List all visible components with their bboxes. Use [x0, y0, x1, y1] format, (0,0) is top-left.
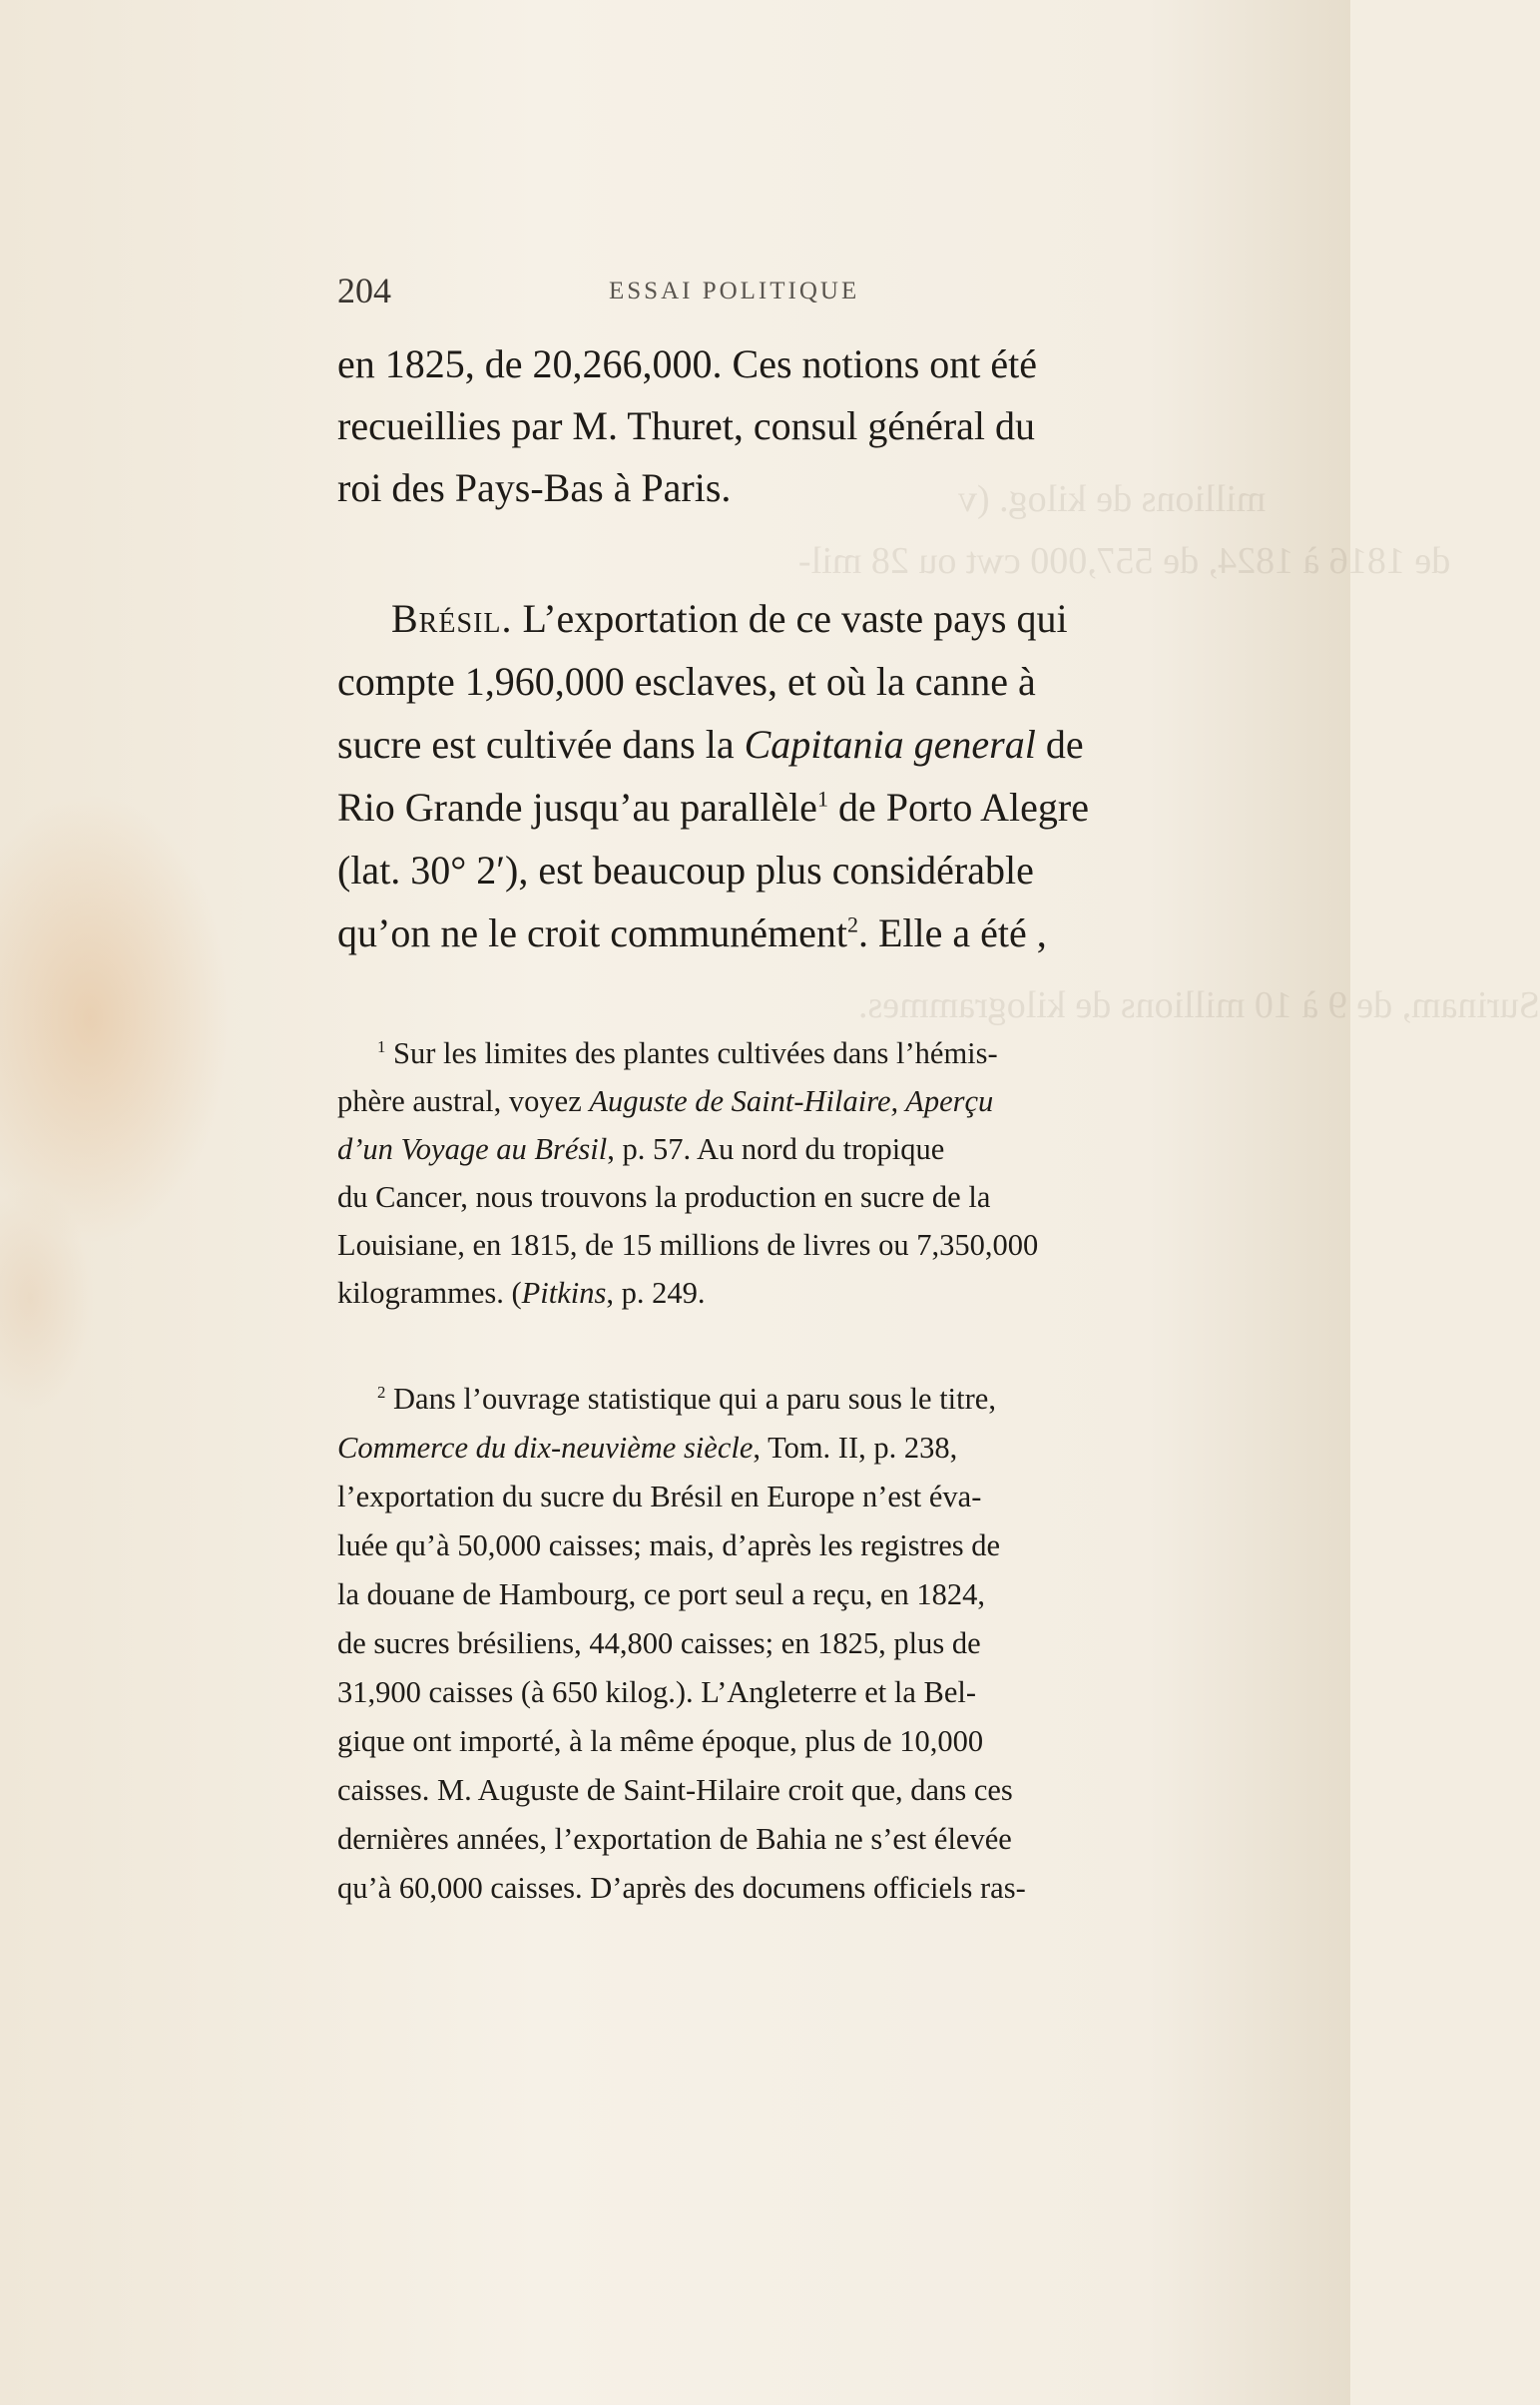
text-line: Commerce du dix-neuvième siècle, Tom. II, p. 238, [337, 1431, 958, 1465]
section-lead-word: Brésil. [391, 596, 513, 641]
text-line: dernières années, l’exportation de Bahia ne s’est élevée [337, 1822, 1012, 1856]
bleed-through-text: Surinam, de 9 à 10 millions de kilogrammes. [858, 984, 1540, 1026]
text-line: qu’à 60,000 caisses. D’après des documens officiels ras- [337, 1871, 1026, 1905]
text-line: Brésil. L’exportation de ce vaste pays qui [391, 596, 1068, 641]
text-line: de sucres brésiliens, 44,800 caisses; en 1825, plus de [337, 1626, 981, 1660]
text-line: recueillies par M. Thuret, consul général du [337, 403, 1036, 448]
text-line: gique ont importé, à la même époque, plus de 10,000 [337, 1724, 984, 1758]
text-line: en 1825, de 20,266,000. Ces notions ont été [337, 341, 1038, 386]
bleed-through-text: de 1816 à 1824, de 557,000 cwt ou 28 mil- [798, 540, 1451, 582]
page-number: 204 [337, 271, 391, 310]
text-line: $^2$ Dans l’ouvrage statistique qui a paru sous le titre, [377, 1382, 996, 1416]
page-header [337, 270, 1266, 309]
text-line: (lat. 30° 2′), est beaucoup plus considérable [337, 848, 1034, 893]
text-line: caisses. M. Auguste de Saint-Hilaire croit que, dans ces [337, 1773, 1013, 1807]
bleed-through-text: millions de kilog. (v [958, 478, 1267, 520]
text-line: 31,900 caisses (à 650 kilog.). L’Angleterre et la Bel- [337, 1675, 977, 1709]
footnote-reference: 1 [816, 786, 828, 812]
text-line: qu’on ne le croit communément$^2$. Elle a été , [337, 910, 1047, 955]
text-line: compte 1,960,000 esclaves, et où la canne à [337, 659, 1036, 704]
text-line: l’exportation du sucre du Brésil en Europe n’est éva- [337, 1480, 982, 1513]
text-line: phère austral, voyez Auguste de Saint-Hilaire, Aperçu [337, 1084, 994, 1118]
text-line: la douane de Hambourg, ce port seul a reçu, en 1824, [337, 1577, 986, 1611]
text-line: kilogrammes. (Pitkins, p. 249. [337, 1276, 706, 1310]
running-head: ESSAI POLITIQUE [609, 278, 860, 304]
text-line: luée qu’à 50,000 caisses; mais, d’après les registres de [337, 1528, 1001, 1562]
text-line: roi des Pays-Bas à Paris. [337, 465, 732, 510]
text-line: sucre est cultivée dans la Capitania general de [337, 722, 1084, 767]
footnote-marker: 1 [377, 1036, 386, 1056]
footnote-marker: 2 [377, 1382, 386, 1402]
text-line: du Cancer, nous trouvons la production en sucre de la [337, 1180, 991, 1214]
text-line: Louisiane, en 1815, de 15 millions de livres ou 7,350,000 [337, 1228, 1039, 1262]
text-line: d’un Voyage au Brésil, p. 57. Au nord du tropique [337, 1132, 945, 1166]
text-line: Rio Grande jusqu’au parallèle$^1$ de Porto Alegre [337, 785, 1089, 830]
footnote-reference: 2 [846, 911, 858, 937]
text-line: $^1$ Sur les limites des plantes cultivées dans l’hémis- [377, 1036, 998, 1070]
